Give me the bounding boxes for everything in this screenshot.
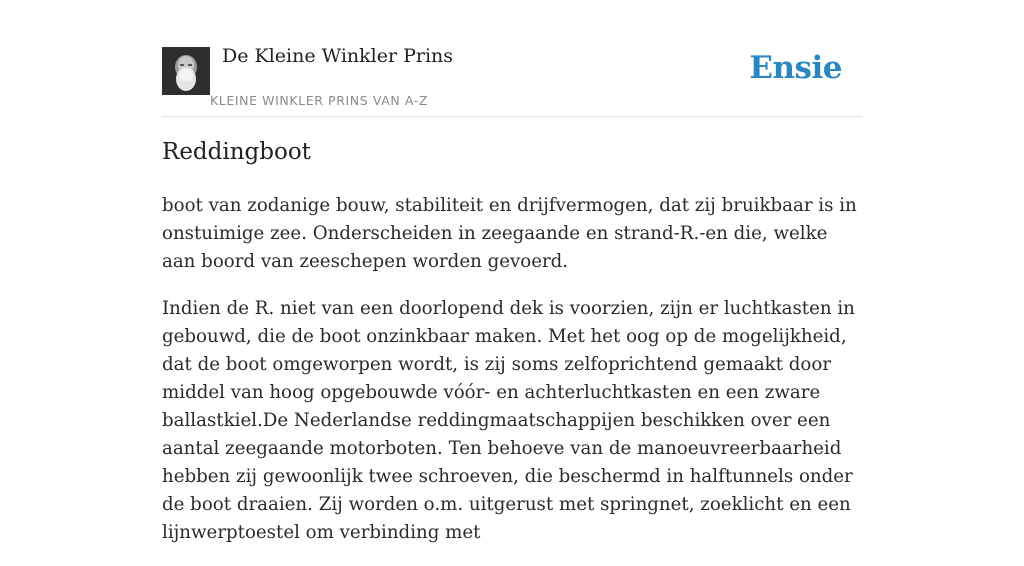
author-avatar[interactable]	[162, 47, 210, 95]
portrait-icon	[162, 47, 210, 95]
header	[162, 0, 862, 117]
paragraph: Indien de R. niet van een doorlopend dek is voorzien, zijn er luchtkasten in gebouwd, die de boot onzinkbaar maken. Met het oog op de mogelijkheid, dat de boot omgeworpen wordt, is zij soms zelfoprichtend gemaakt door middel van hoog opgebouwde vóór- en achterluchtkasten en een zware ballastkiel.De Nederlandse reddingmaatschappijen beschikken over een aantal zeegaande motorboten. Ten behoeve van de manoeuvreerbaarheid hebben zij gewoonlijk twee schroeven, die beschermd in halftunnels onder de boot draaien. Zij worden o.m. uitgerust met springnet, zoeklicht en een lijnwerptoestel om verbinding met	[162, 298, 855, 543]
brand-logo[interactable]: Ensie	[749, 50, 842, 86]
article-title: Reddingboot	[162, 139, 311, 165]
article-body	[162, 192, 862, 566]
paragraph: boot van zodanige bouw, stabiliteit en drijfvermogen, dat zij bruikbaar is in onstuimige zee. Onderscheiden in zeegaande en strand-R.-en die, welke aan boord van zeeschepen worden gevoerd.	[162, 195, 857, 272]
collection-label[interactable]: KLEINE WINKLER PRINS VAN A-Z	[210, 93, 429, 108]
author-name[interactable]: De Kleine Winkler Prins	[222, 45, 454, 67]
